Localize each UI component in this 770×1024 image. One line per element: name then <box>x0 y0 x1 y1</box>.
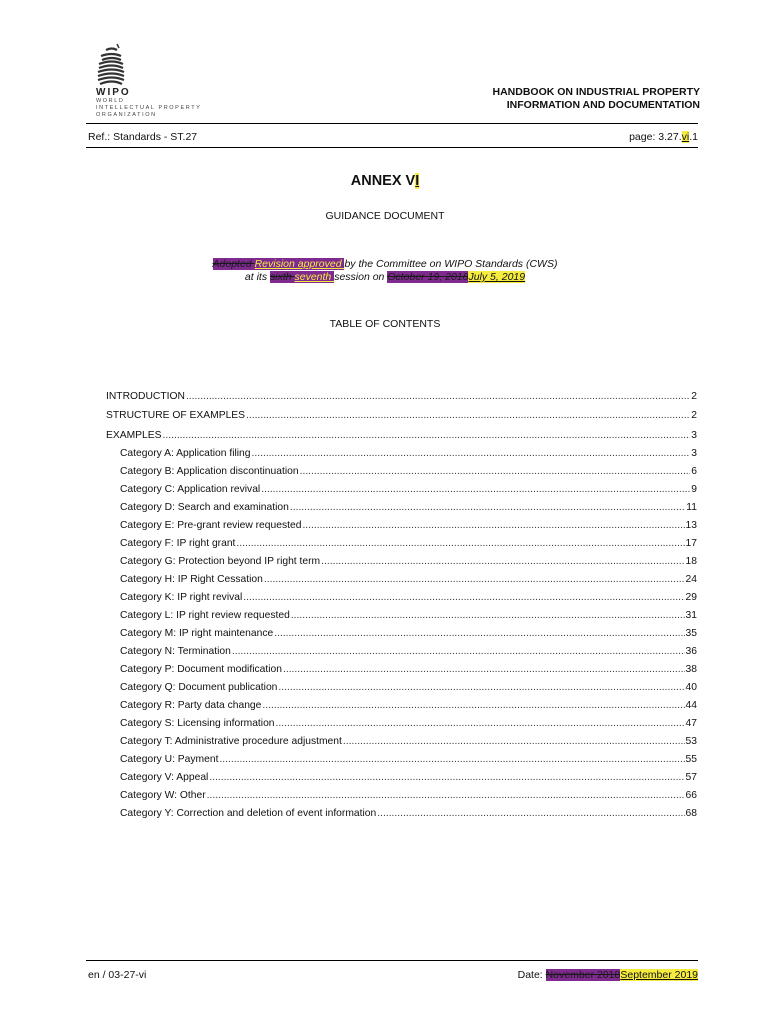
toc-page: 55 <box>685 753 697 765</box>
toc-entry-category-m[interactable] <box>106 621 697 639</box>
logo-sub-line2: INTELLECTUAL PROPERTY <box>96 105 202 111</box>
toc-title: TABLE OF CONTENTS <box>329 318 441 330</box>
toc-label: EXAMPLES <box>106 429 162 441</box>
toc-entry-category-e[interactable] <box>106 513 697 531</box>
toc-label: Category L: IP right review requested <box>120 609 290 621</box>
toc-entry-category-v[interactable] <box>106 765 697 783</box>
annex-title <box>0 173 770 189</box>
page-prefix: page: 3.27. <box>629 131 682 143</box>
adoption-line2-mid: session on <box>334 271 388 283</box>
toc-page: 13 <box>685 519 697 531</box>
toc-page: 17 <box>685 537 697 549</box>
header-rule <box>86 123 698 124</box>
deleted-sixth: sixth <box>269 271 295 283</box>
toc-page: 66 <box>685 789 697 801</box>
toc-page: 47 <box>685 717 697 729</box>
handbook-line1: HANDBOOK ON INDUSTRIAL PROPERTY <box>492 86 700 98</box>
toc-page: 3 <box>691 447 697 459</box>
adoption-line2 <box>0 271 770 284</box>
toc-entry-category-c[interactable] <box>106 477 697 495</box>
adoption-line2-prefix: at its <box>244 271 270 283</box>
toc-label: Category T: Administrative procedure adjustment <box>120 735 342 747</box>
toc-entry-category-f[interactable] <box>106 531 697 549</box>
toc-leader <box>343 736 685 747</box>
toc-leader <box>302 520 684 531</box>
toc-leader <box>321 556 684 567</box>
toc-page: 11 <box>686 501 697 513</box>
toc-page: 3 <box>691 429 697 441</box>
deleted-adopted: Adopted <box>212 258 255 270</box>
toc-leader <box>209 772 684 783</box>
toc-page: 57 <box>685 771 697 783</box>
toc-entry-structure[interactable] <box>106 402 697 422</box>
toc-leader <box>261 484 690 495</box>
toc-label: Category V: Appeal <box>120 771 209 783</box>
toc-label: Category H: IP Right Cessation <box>120 573 263 585</box>
toc-leader <box>232 646 685 657</box>
toc-label: Category N: Termination <box>120 645 231 657</box>
toc-page: 40 <box>685 681 697 693</box>
toc-entry-category-r[interactable] <box>106 693 697 711</box>
toc-label: Category P: Document modification <box>120 663 282 675</box>
toc-label: Category W: Other <box>120 789 206 801</box>
toc-label: Category K: IP right revival <box>120 591 243 603</box>
footer-rule <box>86 960 698 961</box>
deleted-footer-date: November 2018 <box>545 969 621 981</box>
toc-label: Category S: Licensing information <box>120 717 275 729</box>
adoption-note <box>0 258 770 284</box>
toc-leader <box>274 628 684 639</box>
toc-leader <box>300 466 691 477</box>
toc-label: Category B: Application discontinuation <box>120 465 299 477</box>
reference-label: Ref.: Standards - ST.27 <box>88 131 198 143</box>
toc-page: 9 <box>691 483 697 495</box>
toc-label: Category Y: Correction and deletion of event information <box>120 807 377 819</box>
toc-page: 36 <box>685 645 697 657</box>
deleted-date: October 19, 2018 <box>387 271 469 283</box>
page-suffix: .1 <box>689 131 698 143</box>
toc-entry-examples[interactable] <box>106 421 697 441</box>
toc-leader <box>276 718 685 729</box>
toc-page: 24 <box>685 573 697 585</box>
date-prefix: Date: <box>517 969 546 981</box>
toc-page: 29 <box>685 591 697 603</box>
handbook-title <box>493 86 700 112</box>
toc-entry-category-h[interactable] <box>106 567 697 585</box>
logo-wordmark: WIPO <box>96 87 131 98</box>
toc-entry-category-n[interactable] <box>106 639 697 657</box>
toc-leader <box>278 682 684 693</box>
toc-page: 44 <box>685 699 697 711</box>
toc-leader <box>219 754 684 765</box>
toc-label: Category D: Search and examination <box>120 501 289 513</box>
toc-leader <box>264 574 685 585</box>
toc-leader <box>290 502 685 513</box>
toc-label: Category R: Party data change <box>120 699 262 711</box>
toc-page: 31 <box>685 609 697 621</box>
toc-leader <box>291 610 685 621</box>
toc-page: 2 <box>691 410 697 421</box>
ref-rule <box>86 147 698 148</box>
adoption-line1 <box>0 258 770 271</box>
annex-insert: I <box>415 173 420 189</box>
toc-label: Category M: IP right maintenance <box>120 627 274 639</box>
toc-leader <box>246 410 690 421</box>
toc-entry-category-w[interactable] <box>106 783 697 801</box>
toc-entry-category-t[interactable] <box>106 729 697 747</box>
annex-prefix: ANNEX V <box>350 173 416 189</box>
toc-label: Category E: Pre-grant review requested <box>120 519 302 531</box>
toc-entry-introduction[interactable] <box>106 382 697 402</box>
logo-sub-line1: WORLD <box>96 98 125 104</box>
toc-leader <box>207 790 685 801</box>
footer-document-code: en / 03-27-vi <box>88 969 147 981</box>
logo-subtitle <box>96 98 201 119</box>
toc-page: 2 <box>691 390 697 402</box>
adoption-line1-rest: by the Committee on WIPO Standards (CWS) <box>344 258 558 270</box>
toc-entry-category-p[interactable] <box>106 657 697 675</box>
toc-page: 18 <box>685 555 697 567</box>
inserted-date: July 5, 2019 <box>468 271 526 283</box>
inserted-seventh: seventh <box>294 271 335 283</box>
toc-leader <box>283 664 685 675</box>
toc-leader <box>186 391 690 402</box>
toc-leader <box>236 538 684 549</box>
toc-entry-category-k[interactable] <box>106 585 697 603</box>
toc-label: Category C: Application revival <box>120 483 261 495</box>
toc-label: Category Q: Document publication <box>120 681 278 693</box>
guidance-subtitle: GUIDANCE DOCUMENT <box>325 210 445 222</box>
toc-leader <box>243 592 684 603</box>
toc-leader <box>262 700 684 711</box>
toc-entry-category-b[interactable] <box>106 459 697 477</box>
toc-entry-category-d[interactable] <box>106 495 697 513</box>
toc-leader <box>252 448 691 459</box>
toc-leader <box>377 808 684 819</box>
toc-entry-category-u[interactable] <box>106 747 697 765</box>
toc-entry-category-s[interactable] <box>106 711 697 729</box>
toc-label: STRUCTURE OF EXAMPLES <box>106 410 246 421</box>
inserted-footer-date: September 2019 <box>620 969 698 981</box>
toc-page: 35 <box>685 627 697 639</box>
toc-entry-category-a[interactable] <box>106 441 697 459</box>
table-of-contents <box>106 382 697 819</box>
inserted-revision: Revision approved <box>254 258 345 270</box>
page-insert: vi <box>681 131 690 143</box>
toc-page: 68 <box>685 807 697 819</box>
toc-page: 6 <box>691 465 697 477</box>
toc-label: Category U: Payment <box>120 753 219 765</box>
logo-sub-line3: ORGANIZATION <box>96 112 157 118</box>
toc-label: Category G: Protection beyond IP right term <box>120 555 321 567</box>
toc-entry-category-q[interactable] <box>106 675 697 693</box>
toc-label: INTRODUCTION <box>106 390 185 402</box>
toc-page: 38 <box>685 663 697 675</box>
toc-entry-category-l[interactable] <box>106 603 697 621</box>
footer-date <box>518 969 698 981</box>
toc-entry-category-g[interactable] <box>106 549 697 567</box>
page-reference <box>629 131 698 143</box>
toc-label: Category F: IP right grant <box>120 537 236 549</box>
toc-label: Category A: Application filing <box>120 447 251 459</box>
toc-entry-category-y[interactable] <box>106 801 697 819</box>
toc-page: 53 <box>685 735 697 747</box>
toc-leader <box>163 430 691 441</box>
handbook-line2: INFORMATION AND DOCUMENTATION <box>506 99 700 111</box>
